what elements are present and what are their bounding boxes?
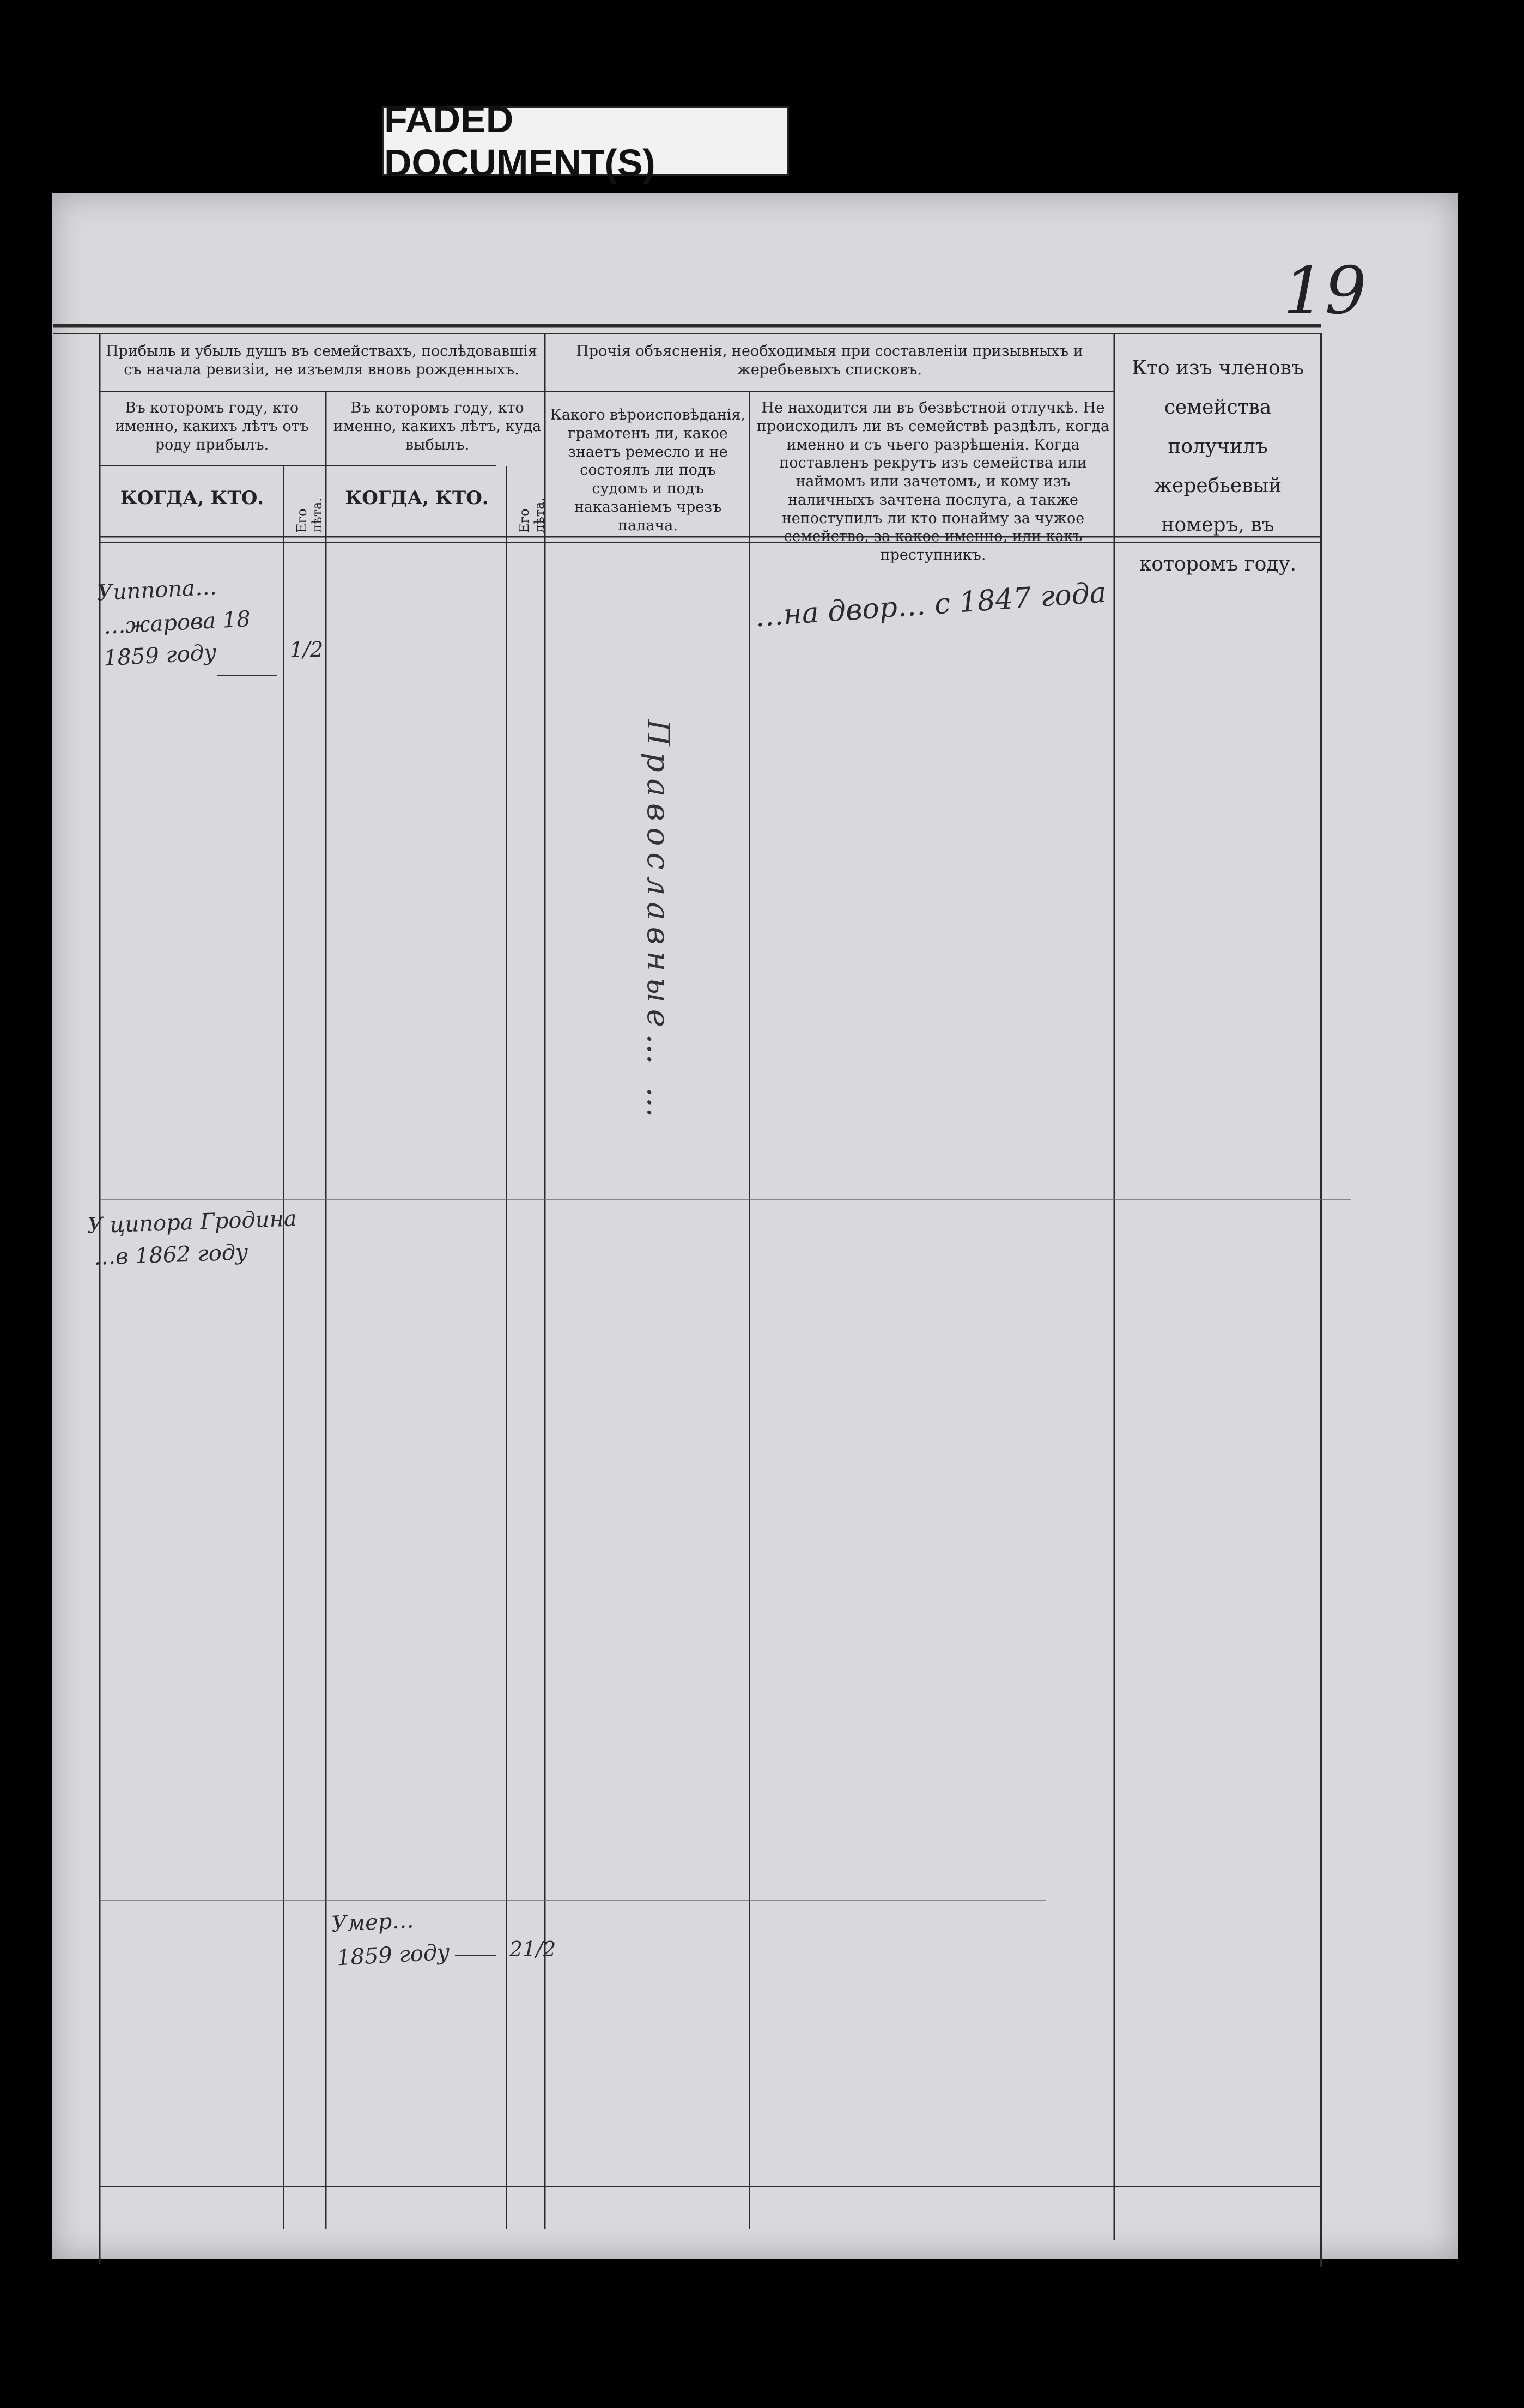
entry1-line1: Уиппопа… <box>96 574 217 606</box>
header-when-who-departed: КОГДА, КТО. <box>345 487 489 509</box>
entry1-line3: 1859 году <box>102 640 217 671</box>
header-age-departed: Его лѣта. <box>517 498 547 533</box>
header-births-deaths: Прибыль и убыль душъ въ семействахъ, послѣдовавшія съ начала ревизіи, не изъемля вновь рожденныхъ. <box>106 343 537 378</box>
absence-note: …на двор… с 1847 года <box>754 576 1108 634</box>
religion-note: Православные… … <box>640 719 676 1124</box>
entry3-line1: Умер… <box>330 1908 415 1937</box>
header-absence-recruits: Не находится ли въ безвѣстной отлучкѣ. Не происходилъ ли въ семействѣ раздѣлъ, когда именно и съ чьего разрѣшенія. Когда поставленъ рекрутъ изъ семейства или наймомъ или зачетомъ, и кому изъ наличныхъ зачтена послуга, а также непоступилъ ли кто понайму за чужое семейство, за какое именно, или какъ преступникъ. <box>756 399 1110 563</box>
entry2-line1: У ципора Гродина <box>87 1206 297 1239</box>
faded-document-label: FADED DOCUMENT(S) <box>382 106 789 176</box>
header-age-arrived: Его лѣта. <box>294 498 325 533</box>
entry3-age: 21/2 <box>509 1937 556 1961</box>
page-number: 19 <box>1283 253 1367 329</box>
header-other-notes: Прочія объясненія, необходимыя при составленіи призывныхъ и жеребьевыхъ списковъ. <box>576 343 1083 378</box>
header-departed: Въ которомъ году, кто именно, какихъ лѣтъ, куда выбылъ. <box>333 399 542 453</box>
entry3-line2: 1859 году <box>336 1939 451 1971</box>
entry1-age: 1/2 <box>290 638 324 662</box>
header-when-who-arrived: КОГДА, КТО. <box>120 487 264 509</box>
header-lot-number: Кто изъ членовъ семейства получилъ жеребьевый номеръ, въ которомъ году. <box>1132 357 1304 575</box>
header-religion-literacy: Какого вѣроисповѣданія, грамотенъ ли, какое знаетъ ремесло и не состоялъ ли подъ судомъ и подъ наказаніемъ чрезъ палача. <box>550 407 745 534</box>
entry2-line2: …в 1862 году <box>93 1240 249 1270</box>
header-arrived: Въ которомъ году, кто именно, какихъ лѣтъ отъ роду прибылъ. <box>115 399 309 453</box>
entry1-line2: …жарова 18 <box>102 606 251 640</box>
